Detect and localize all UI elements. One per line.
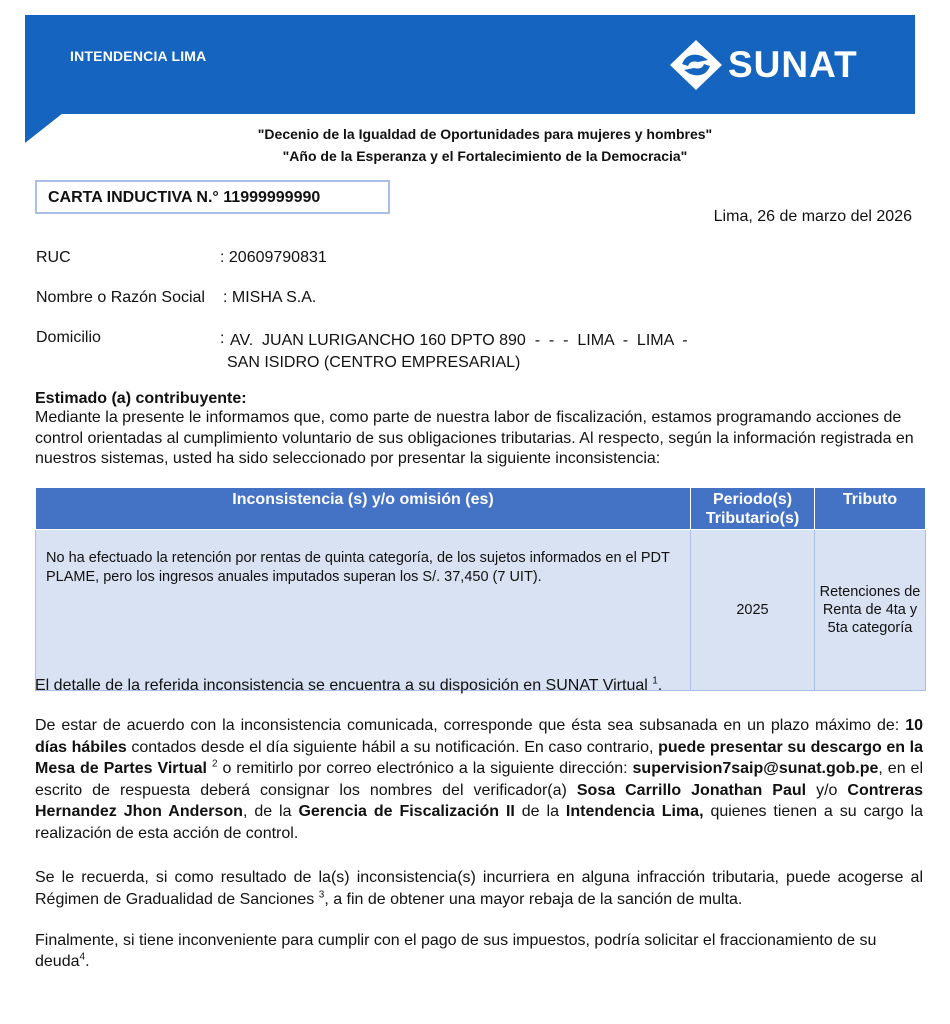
header-periodo: Periodo(s) Tributario(s)	[691, 488, 815, 530]
verifier-name-1: Sosa Carrillo Jonathan Paul	[576, 781, 807, 799]
agreement-paragraph	[35, 715, 923, 844]
logo-text: SUNAT	[728, 44, 858, 85]
slogan-line-1: "Decenio de la Igualdad de Oportunidades para mujeres y hombres"	[257, 126, 713, 142]
detail-text: El detalle de la referida inconsistencia se encuentra a su disposición en SUNAT Virtual	[35, 677, 653, 694]
greeting: Estimado (a) contribuyente:	[35, 390, 247, 407]
descargo-mesa-partes: puede presentar su descargo en la Mesa de Partes Virtual	[35, 738, 924, 777]
intendencia-label: INTENDENCIA LIMA	[70, 48, 207, 64]
verifier-name-2: Contreras Hernandez Jhon Anderson	[35, 781, 923, 820]
reminder-text-1: Se le recuerda, si como resultado de la(s) inconsistencia(s) incurriera en alguna infracción tributaria, puede acogerse al Régimen de Gradualidad de Sanciones	[35, 869, 923, 908]
inconsistency-table	[35, 487, 926, 691]
name-value: : MISHA S.A.	[223, 289, 317, 306]
cell-description: No ha efectuado la retención por rentas de quinta categoría, de los sujetos informados en el PDT PLAME, pero los ingresos anuales imputados superan los S/. 37,450 (7 UIT).	[36, 530, 691, 691]
footnote-ref-1: 1	[652, 675, 658, 687]
closing-paragraph	[35, 931, 915, 972]
contact-email: supervision7saip@sunat.gob.pe	[632, 760, 879, 777]
intendencia-name: Intendencia Lima,	[565, 803, 704, 820]
cell-period: 2025	[691, 530, 815, 691]
deadline-days: 10 días hábiles	[35, 717, 923, 756]
table-row	[36, 530, 926, 691]
agreement-text-2: contados desde el día siguiente hábil a su notificación. En caso contrario,	[126, 738, 659, 756]
agreement-text-5: y/o	[806, 781, 848, 799]
agreement-text-4: , en el escrito de respuesta deberá consignar los nombres del verificador(a)	[35, 760, 924, 799]
intro-text: Mediante la presente le informamos que, como parte de nuestra labor de fiscalización, estamos programando acciones de control orientadas al cumplimiento voluntario de sus obligaciones tributarias. Al respecto, según la información registrada en nuestros sistemas, usted ha sido seleccionado por presentar la siguiente inconsistencia:	[35, 409, 914, 467]
address-line-1: AV. JUAN LURIGANCHO 160 DPTO 890 - - - LIMA - LIMA -	[230, 332, 688, 349]
address-line-2: SAN ISIDRO (CENTRO EMPRESARIAL)	[227, 354, 521, 371]
cell-tributo: Retenciones de Renta de 4ta y 5ta categoría	[815, 530, 926, 691]
agreement-text-1: De estar de acuerdo con la inconsistencia comunicada, corresponde que ésta sea subsanada en un plazo máximo de:	[35, 717, 906, 734]
slogan-line-2: "Año de la Esperanza y el Fortalecimiento de la Democracia"	[282, 148, 688, 164]
detail-paragraph	[35, 676, 662, 697]
reminder-text-2: , a fin de obtener una mayor rebaja de la sanción de multa.	[324, 890, 743, 908]
reminder-paragraph	[35, 867, 923, 910]
gerencia-name: Gerencia de Fiscalización II	[298, 803, 515, 820]
letter-date: Lima, 26 de marzo del 2026	[713, 208, 912, 225]
agreement-text-7: de la	[514, 803, 566, 820]
detail-end: .	[657, 677, 663, 694]
sunat-logo	[668, 38, 858, 92]
address-colon: :	[220, 330, 225, 347]
sunat-diamond-icon	[668, 38, 724, 92]
closing-text-1: Finalmente, si tiene inconveniente para cumplir con el pago de sus impuestos, podría solicitar el fraccionamiento de su deuda	[35, 932, 877, 970]
agreement-text-8: quienes tienen a su cargo la realización de esta acción de control.	[35, 803, 923, 842]
header-tributo: Tributo	[815, 488, 926, 530]
name-label: Nombre o Razón Social	[36, 289, 205, 306]
ruc-label: RUC	[36, 249, 71, 266]
footnote-ref-3: 3	[318, 889, 325, 901]
table-header-row	[36, 488, 926, 530]
address-label: Domicilio	[36, 329, 101, 346]
ruc-value: : 20609790831	[220, 249, 327, 266]
agreement-text-6: , de la	[242, 803, 299, 820]
header-inconsistencia: Inconsistencia (s) y/o omisión (es)	[36, 488, 691, 530]
footnote-ref-2: 2	[211, 758, 218, 770]
agreement-text-3: o remitirlo por correo electrónico a la siguiente dirección:	[217, 760, 633, 777]
footnote-ref-4: 4	[79, 951, 86, 963]
carta-title: CARTA INDUCTIVA N.° 11999999990	[48, 189, 321, 206]
closing-text-2: .	[85, 952, 90, 970]
